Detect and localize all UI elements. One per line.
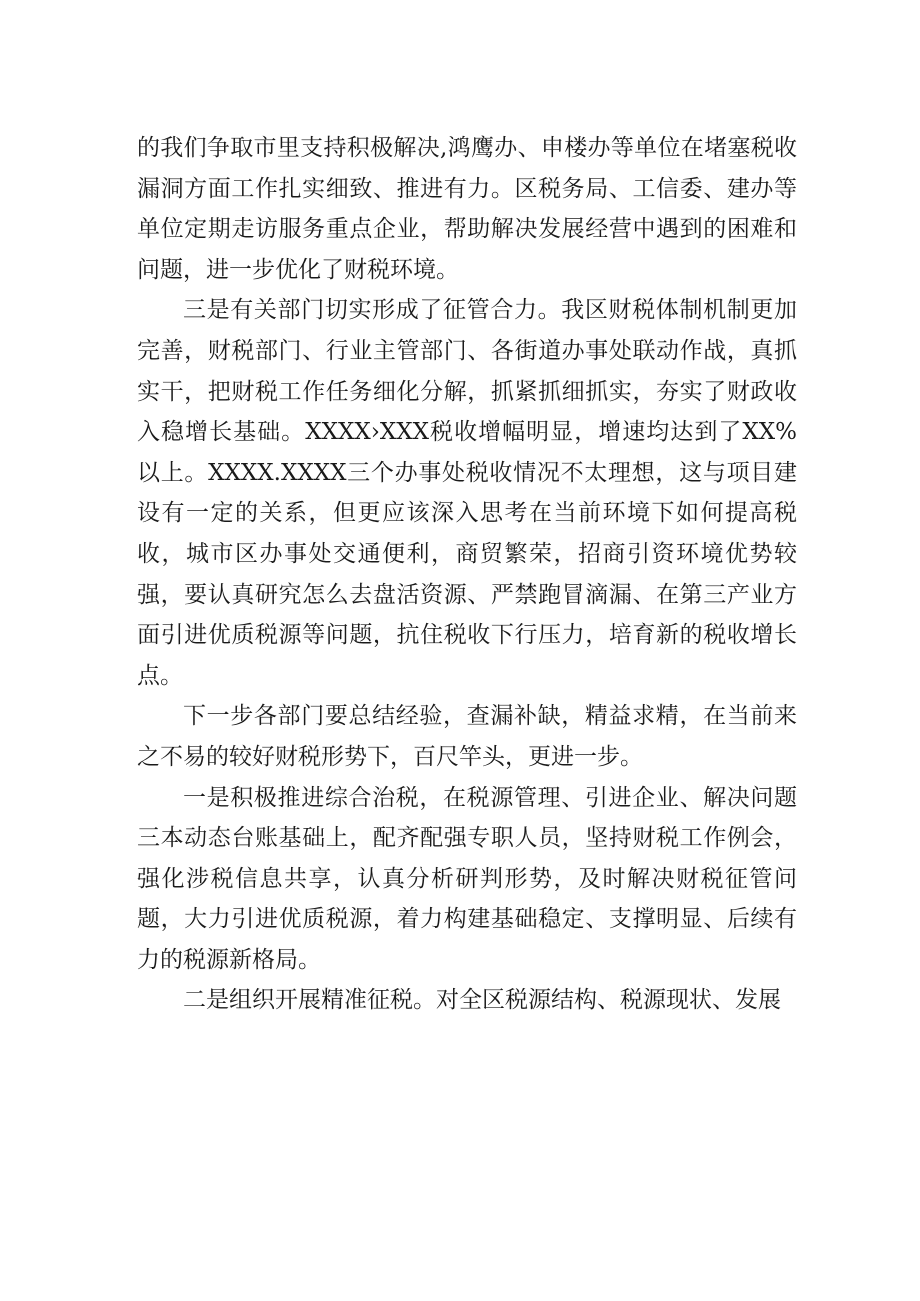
paragraph-3: 下一步各部门要总结经验，查漏补缺，精益求精，在当前来之不易的较好财税形势下，百尺竿头，更进一步。 <box>137 703 797 770</box>
paragraph-5: 二是组织开展精准征税。对全区税源结构、税源现状、发展 <box>183 987 781 1014</box>
paragraph-4: 一是积极推进综合治税，在税源管理、引进企业、解决问题三本动态台账基础上，配齐配强专职人员，坚持财税工作例会，强化涉税信息共享，认真分析研判形势，及时解决财税征管问题，大力引进优质税源，着力构建基础稳定、支撑明显、后续有力的税源新格局。 <box>137 784 797 973</box>
document-body <box>137 128 797 1021</box>
paragraph-1: 的我们争取市里支持积极解决,鸿鹰办、申楼办等单位在堵塞税收漏洞方面工作扎实细致、推进有力。区税务局、工信委、建办等单位定期走访服务重点企业，帮助解决发展经营中遇到的困难和问题，进一步优化了财税环境。 <box>137 135 797 283</box>
paragraph-2: 三是有关部门切实形成了征管合力。我区财税体制机制更加完善，财税部门、行业主管部门、各街道办事处联动作战，真抓实干，把财税工作任务细化分解，抓紧抓细抓实，夯实了财政收入稳增长基础。XXXX›XXX税收增幅明显，增速均达到了XX%以上。XXXX.XXXX三个办事处税收情况不太理想，这与项目建设有一定的关系，但更应该深入思考在当前环境下如何提高税收，城市区办事处交通便利，商贸繁荣，招商引资环境优势较强，要认真研究怎么去盘活资源、严禁跑冒滴漏、在第三产业方面引进优质税源等问题，抗住税收下行压力，培育新的税收增长点。 <box>137 297 797 689</box>
